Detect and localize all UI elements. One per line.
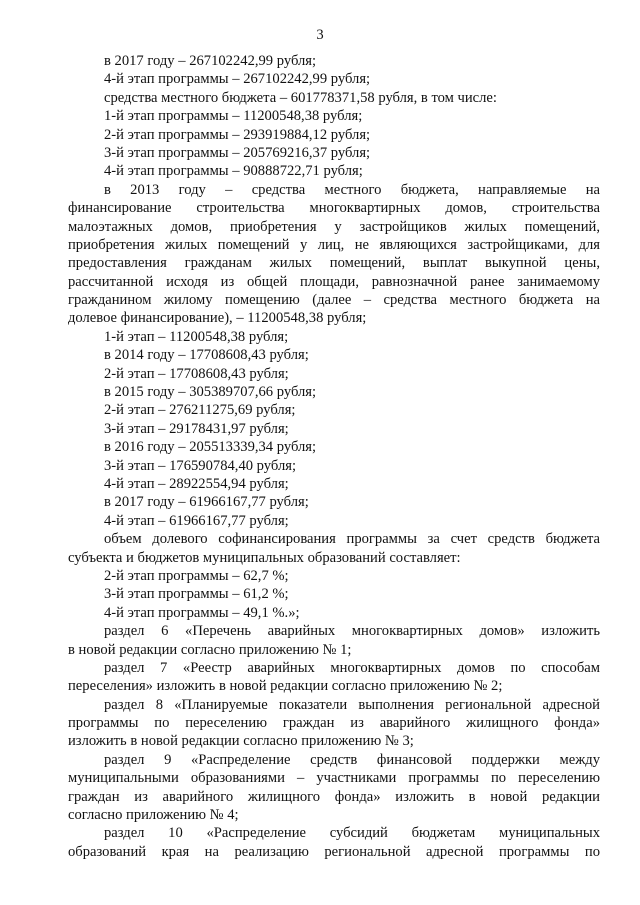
page-number: 3 [316,27,324,43]
text-line: долевое финансирование), – 11200548,38 рубля; [68,310,367,327]
text-line: изложить в новой редакции согласно приложению № 3; [68,733,414,750]
document-body [68,52,600,861]
text-line: 3-й этап программы – 205769216,37 рубля; [104,144,371,161]
text-line: 3-й этап – 176590784,40 рубля; [104,457,297,474]
text-line: 4-й этап программы – 267102242,99 рубля; [104,71,371,88]
text-line: 2-й этап – 17708608,43 рубля; [104,365,289,382]
text-line: малоэтажных домов, приобретения у застройщиков жилых помещений, [68,218,600,235]
text-line: раздел 8 «Планируемые показатели выполнения региональной адресной [104,696,600,713]
text-line: раздел 10 «Распределение субсидий бюджетам муниципальных [104,825,600,842]
text-line: объем долевого софинансирования программы за счет средств бюджета [104,531,600,548]
text-line: субъекта и бюджетов муниципальных образований составляет: [68,549,461,566]
text-line: 1-й этап – 11200548,38 рубля; [104,328,289,345]
text-line: 1-й этап программы – 11200548,38 рубля; [104,108,363,125]
text-line: в 2017 году – 267102242,99 рубля; [104,53,317,69]
text-line: раздел 9 «Распределение средств финансовой поддержки между [104,751,600,768]
text-line: раздел 7 «Реестр аварийных многоквартирных домов по способам [104,659,600,676]
text-line: в 2017 году – 61966167,77 рубля; [104,494,309,511]
text-line: приобретения жилых помещений у лиц, не являющихся застройщиками, для [68,236,600,253]
text-line: финансирование строительства многоквартирных домов, строительства [68,200,600,217]
text-line: 4-й этап программы – 49,1 %.»; [104,604,300,621]
text-line: в новой редакции согласно приложению № 1; [68,641,352,658]
text-line: программы по переселению граждан из аварийного жилищного фонда» [68,715,600,732]
text-line: образований края на реализацию региональной адресной программы по [68,843,600,860]
text-line: 2-й этап программы – 62,7 %; [104,567,289,584]
text-line: в 2015 году – 305389707,66 рубля; [104,384,317,401]
text-line: переселения» изложить в новой редакции согласно приложению № 2; [68,678,503,695]
text-line: согласно приложению № 4; [68,807,239,824]
text-line: 2-й этап – 276211275,69 рубля; [104,402,296,419]
text-line: муниципальными образованиями – участниками программы по переселению [68,770,600,787]
text-line: 4-й этап – 28922554,94 рубля; [104,475,289,492]
text-line: в 2016 году – 205513339,34 рубля; [104,439,317,456]
text-line: граждан из аварийного жилищного фонда» изложить в новой редакции [68,788,600,805]
text-line: 4-й этап – 61966167,77 рубля; [104,512,289,529]
text-line: в 2014 году – 17708608,43 рубля; [104,347,309,364]
text-line: раздел 6 «Перечень аварийных многоквартирных домов» изложить [104,623,600,640]
text-line: 2-й этап программы – 293919884,12 рубля; [104,126,371,143]
text-line: 4-й этап программы – 90888722,71 рубля; [104,163,363,180]
text-line: 3-й этап программы – 61,2 %; [104,586,289,603]
text-line: 3-й этап – 29178431,97 рубля; [104,420,289,437]
text-line: средства местного бюджета – 601778371,58 рубля, в том числе: [104,89,497,106]
text-line: рассчитанной исходя из общей площади, равнозначной ранее занимаемому [68,273,600,290]
text-line: гражданином жилому помещению (далее – средства местного бюджета на [68,292,600,309]
text-line: предоставления гражданам жилых помещений, выплат выкупной цены, [68,255,600,272]
text-line: в 2013 году – средства местного бюджета, направляемые на [104,181,600,198]
